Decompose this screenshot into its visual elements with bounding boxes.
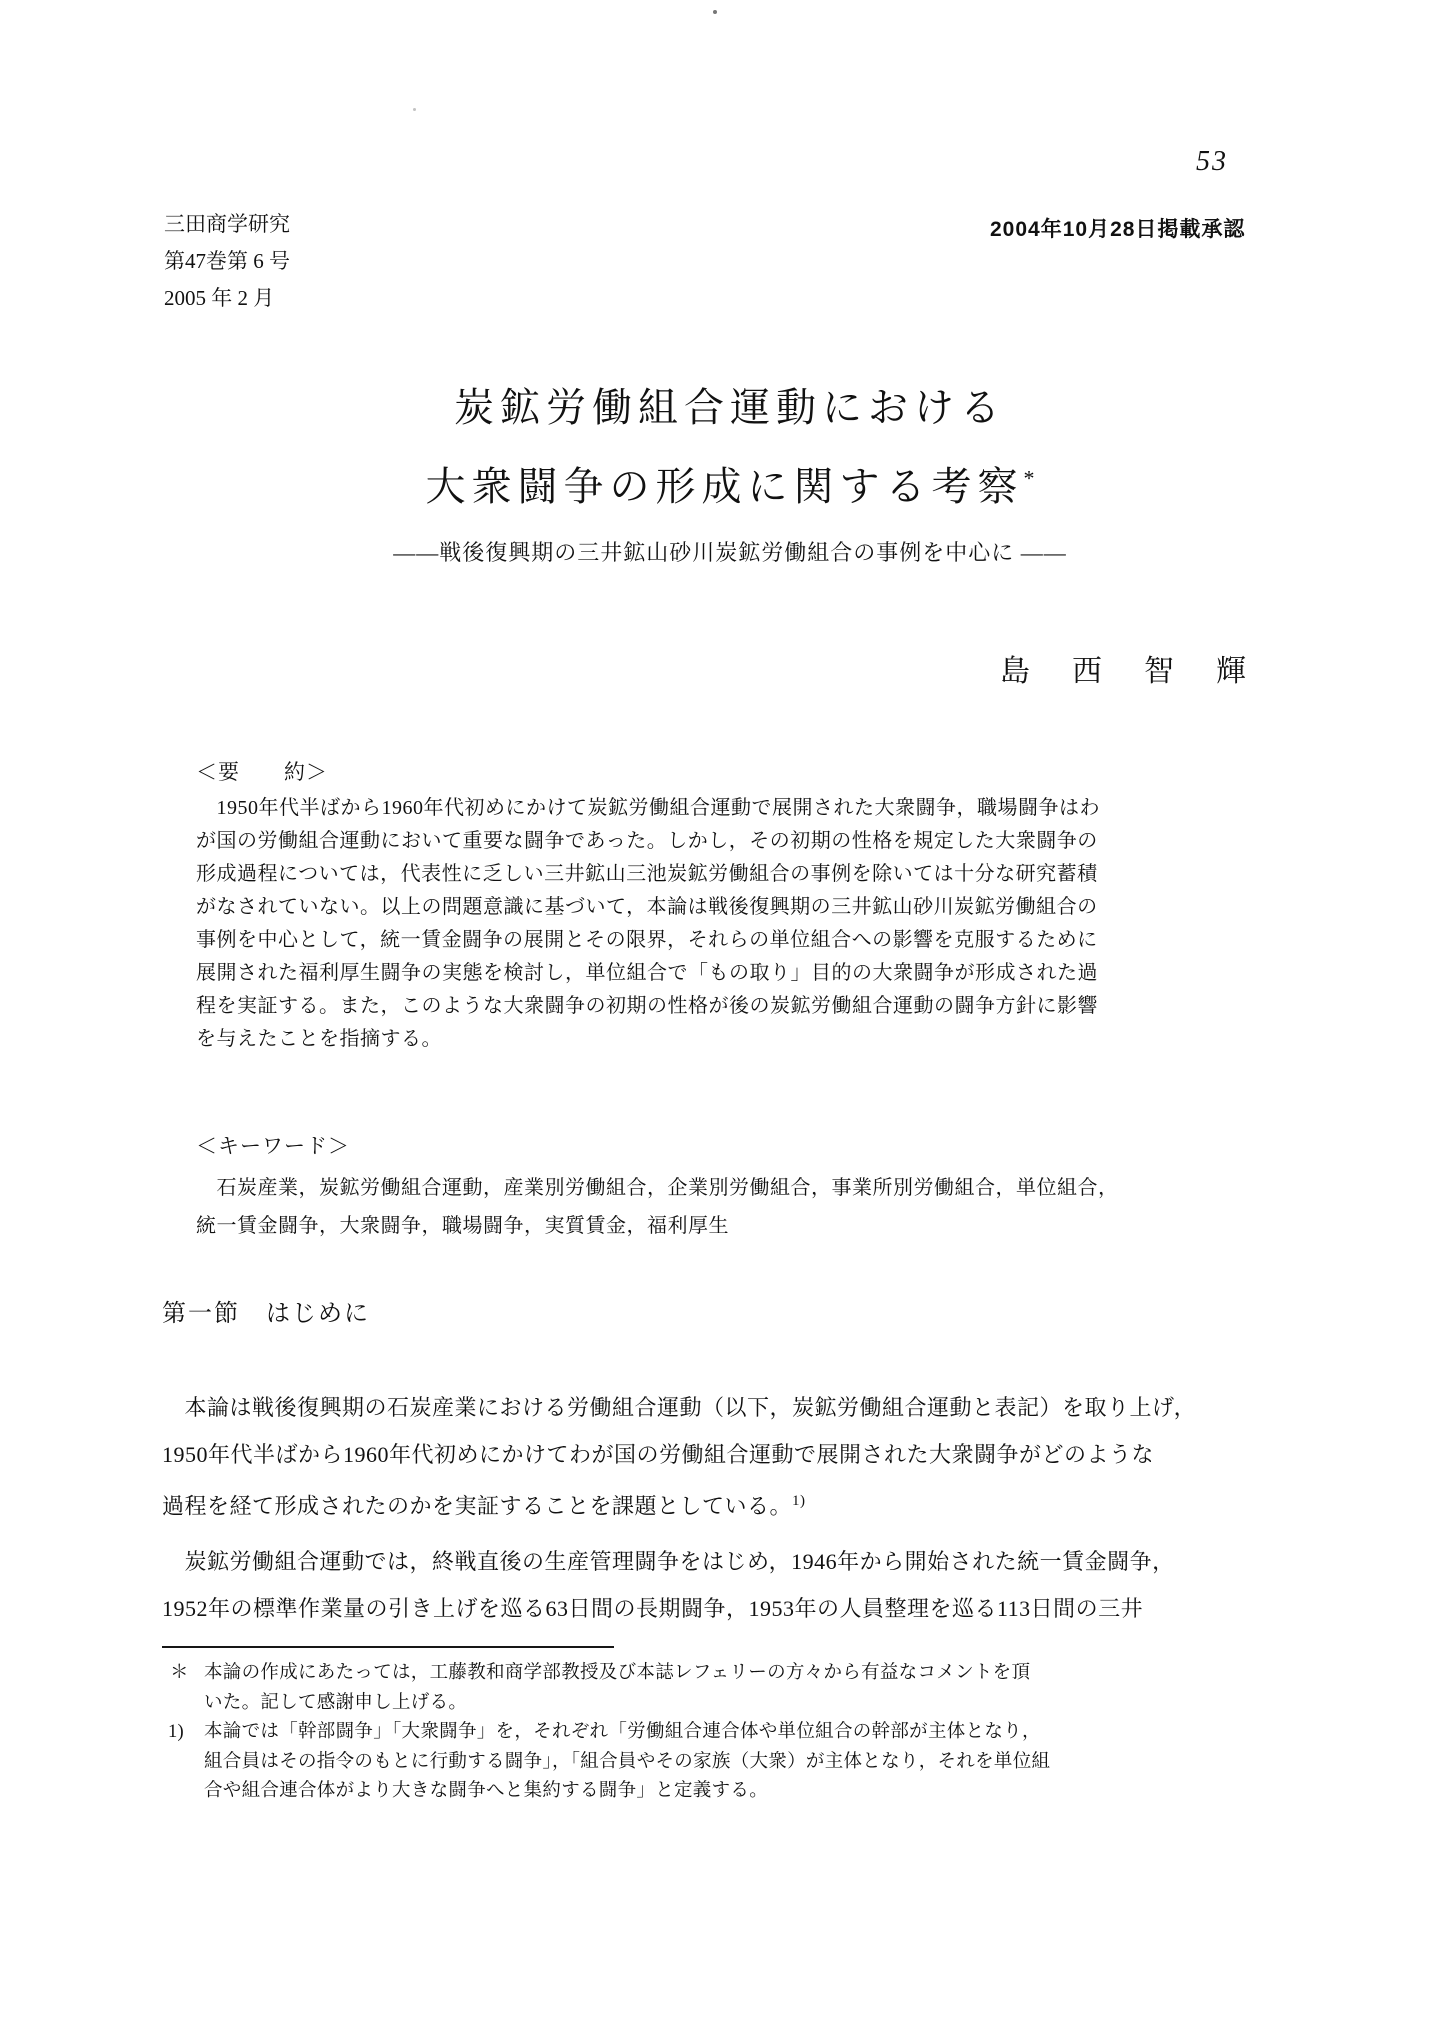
abstract-line: 形成過程については，代表性に乏しい三井鉱山三池炭鉱労働組合の事例を除いては十分な研究蓄積 [196,863,1098,885]
page-number: 53 [1196,146,1228,177]
footnote-1-line [162,1718,1320,1748]
abstract-heading: ＜要 約＞ [196,760,328,784]
footnote-text: 合や組合連合体がより大きな闘争へと集約する闘争」と定義する。 [204,1781,769,1801]
scan-speck [413,108,416,111]
body-line-text: 過程を経て形成されたのかを実証することを課題としている。 [162,1493,793,1519]
footnote-text: 組合員はその指令のもとに行動する闘争」，「組合員やその家族（大衆）が主体となり，それを単位組 [204,1751,1051,1772]
abstract-line: がなされていない。以上の問題意識に基づいて，本論は戦後復興期の三井鉱山砂川炭鉱労働組合の [196,896,1098,918]
footnote-text: 本論では「幹部闘争」「大衆闘争」を，それぞれ「労働組合連合体や単位組合の幹部が主体となり， [204,1722,1041,1742]
body-line: 炭鉱労働組合運動では，終戦直後の生産管理闘争をはじめ，1946年から開始された統一賃金闘争， [162,1549,1175,1574]
body-line [162,1478,1314,1529]
title-footnote-asterisk: * [1023,465,1035,491]
abstract-line: が国の労働組合運動において重要な闘争であった。しかし，その初期の性格を規定した大衆闘争の [196,830,1098,852]
body-line: 1952年の標準作業量の引き上げを巡る63日間の長期闘争，1953年の人員整理を巡る113日間の三井 [162,1596,1144,1621]
keywords-line: 石炭産業，炭鉱労働組合運動，産業別労働組合，企業別労働組合，事業所別労働組合，単位組合， [196,1177,1119,1199]
keywords-heading: ＜キーワード＞ [196,1134,350,1158]
footnote-star-marker: ＊ [170,1663,189,1683]
footnote-1-line [162,1748,1320,1778]
scan-speck [713,10,717,14]
article-subtitle: ――戦後復興期の三井鉱山砂川炭鉱労働組合の事例を中心に ―― [393,540,1067,565]
body-line: 1950年代半ばから1960年代初めにかけてわが国の労働組合運動で展開された大衆闘争がどのような [162,1442,1155,1467]
abstract-section [196,756,1308,1056]
article-title-line2-text: 大衆闘争の形成に関する考察 [425,464,1024,509]
journal-info [164,206,290,317]
footnote-text: 本論の作成にあたっては，工藤教和商学部教授及び本誌レフェリーの方々から有益なコメントを頂 [204,1663,1031,1683]
footnote-star-line [162,1689,1320,1719]
abstract-line: 展開された福利厚生闘争の実態を検討し，単位組合で「もの取り」目的の大衆闘争が形成された過 [196,962,1098,984]
body-paragraph-1 [162,1384,1314,1529]
body-paragraph-2 [162,1538,1314,1632]
footnote-text: いた。記して感謝申し上げる。 [204,1692,468,1713]
footnote-1-line [162,1777,1320,1807]
journal-issue-date: 2005 年 2 月 [164,286,275,310]
section-heading: 第一節 はじめに [162,1301,370,1327]
abstract-line: 1950年代半ばから1960年代初めにかけて炭鉱労働組合運動で展開された大衆闘争，職場闘争はわ [196,797,1100,819]
keywords-body [196,1169,1308,1245]
keywords-line: 統一賃金闘争，大衆闘争，職場闘争，実質賃金，福利厚生 [196,1215,729,1237]
footnote-divider-rule [162,1646,614,1648]
journal-name: 三田商学研究 [164,212,290,236]
author-name: 島 西 智 輝 [1000,655,1252,688]
footnote-reference-1: 1) [792,1493,806,1509]
abstract-line: 程を実証する。また，このような大衆闘争の初期の性格が後の炭鉱労働組合運動の闘争方針に影響 [196,995,1098,1017]
footnote-1-marker: 1) [168,1722,185,1742]
article-title-line2 [165,455,1295,512]
abstract-body [196,792,1308,1056]
abstract-line: を与えたことを指摘する。 [196,1028,442,1050]
keywords-section [196,1130,1308,1245]
journal-volume: 第47巻第 6 号 [164,249,290,273]
article-title-block [165,376,1295,567]
body-line: 本論は戦後復興期の石炭産業における労働組合運動（以下，炭鉱労働組合運動と表記）を取り上げ， [162,1395,1197,1420]
abstract-line: 事例を中心として，統一賃金闘争の展開とその限界，それらの単位組合への影響を克服するために [196,929,1098,951]
footnotes-section [162,1659,1320,1807]
approval-stamp: 2004年10月28日掲載承認 [990,218,1246,241]
footnote-star-line [162,1659,1320,1689]
article-title-line1: 炭鉱労働組合運動における [454,385,1006,430]
